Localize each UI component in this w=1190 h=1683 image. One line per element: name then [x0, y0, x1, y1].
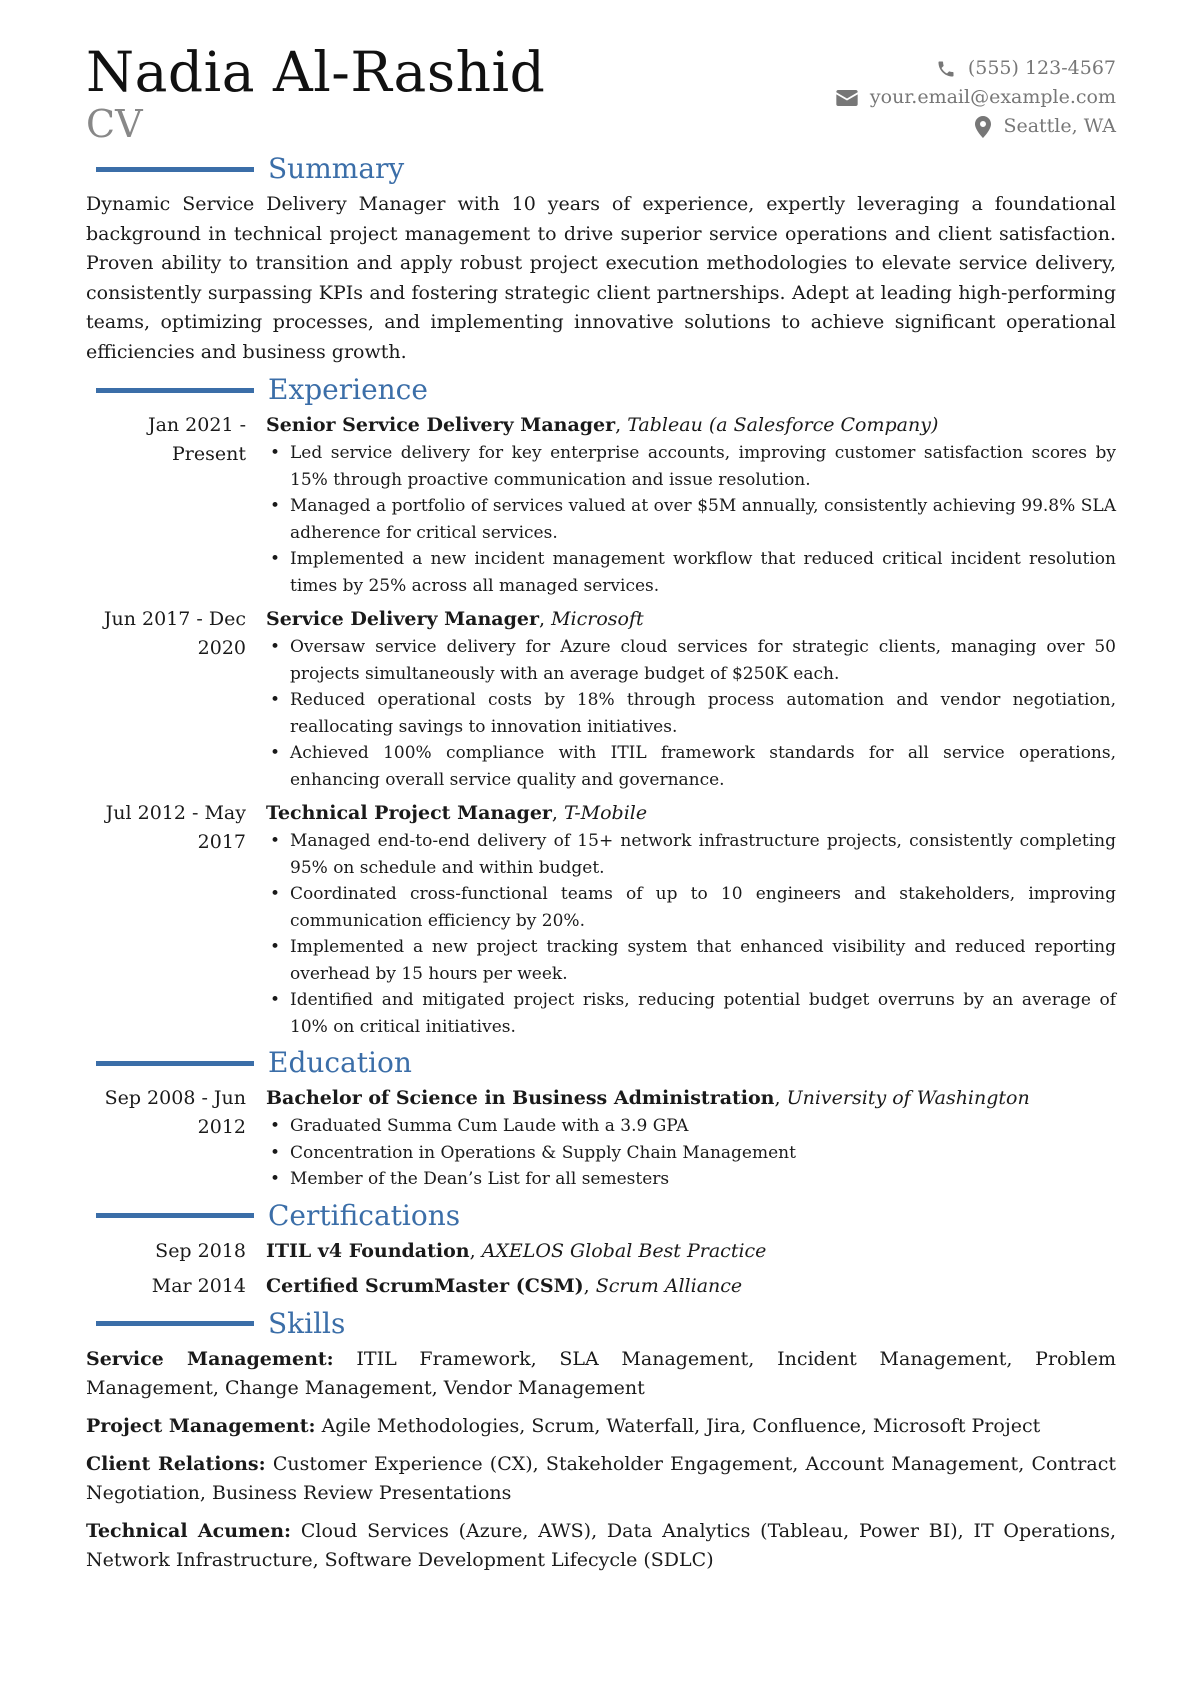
list-item: • Coordinated cross-functional teams of up to 10 engineers and stakeholders, improving communication efficiency by 20%. — [266, 881, 1116, 934]
entry-role: Senior Service Delivery Manager — [266, 414, 616, 436]
section-experience-heading — [96, 373, 1116, 407]
entry-heading: Senior Service Delivery Manager, Tableau (a Salesforce Company) — [266, 414, 939, 436]
map-pin-icon — [975, 116, 991, 138]
entry-org: AXELOS Global Best Practice — [481, 1239, 767, 1262]
envelope-icon — [836, 90, 858, 106]
location-text: Seattle, WA — [1003, 115, 1116, 137]
section-skills-heading — [96, 1307, 1116, 1341]
contact-block — [836, 54, 1116, 141]
experience-entry — [86, 799, 1116, 1040]
entry-heading: Service Delivery Manager, Microsoft — [266, 608, 644, 630]
section-bar — [96, 1213, 254, 1218]
entry-org: T-Mobile — [564, 802, 648, 824]
contact-location — [836, 112, 1116, 141]
entry-date: Jun 2017 - Dec 2020 — [103, 608, 246, 659]
section-bar — [96, 388, 254, 393]
contact-phone[interactable] — [836, 54, 1116, 83]
section-title: Experience — [268, 373, 428, 406]
section-bar — [96, 1321, 254, 1326]
list-item: • Oversaw service delivery for Azure cloud services for strategic clients, managing over 50 projects simultaneously with an average budget of $250K each. — [266, 634, 1116, 687]
contact-email[interactable] — [836, 83, 1116, 112]
phone-icon — [936, 59, 956, 79]
skill-label: Service Management: — [86, 1347, 334, 1370]
skill-list: ITIL Framework, SLA Management, Incident Management, Problem Management, Change Management, Vendor Management — [86, 1347, 1116, 1399]
skill-label: Client Relations: — [86, 1452, 266, 1475]
cert-name: Certified ScrumMaster (CSM) — [266, 1274, 584, 1297]
list-item: • Managed a portfolio of services valued at over $5M annually, consistently achieving 99.8% SLA adherence for critical services. — [266, 493, 1116, 546]
cv-page — [86, 40, 1116, 1584]
summary-text: Dynamic Service Delivery Manager with 10 years of experience, expertly leveraging a foundational background in technical project management to drive superior service operations and client satisfaction. Proven ability to transition and apply robust project execution methodologies to elevate service delivery, consistently surpassing KPIs and fostering strategic client partnerships. Adept at leading high-performing teams, optimizing processes, and implementing innovative solutions to achieve significant operational efficiencies and business growth. — [86, 193, 1116, 363]
section-title: Summary — [268, 152, 405, 185]
list-item: • Graduated Summa Cum Laude with a 3.9 GPA — [266, 1113, 1116, 1140]
entry-org: Tableau (a Salesforce Company) — [627, 414, 939, 436]
entry-date: Jul 2012 - May 2017 — [105, 802, 246, 853]
email-text: your.email@example.com — [869, 86, 1116, 108]
list-item: • Reduced operational costs by 18% through process automation and vendor negotiation, reallocating savings to innovation initiatives. — [266, 687, 1116, 740]
entry-date: Jan 2021 - Present — [147, 414, 246, 465]
entry-org: Microsoft — [551, 608, 644, 630]
skill-list: Cloud Services (Azure, AWS), Data Analytics (Tableau, Power BI), IT Operations, Network Infrastructure, Software Development Lifecycle (SDLC) — [86, 1519, 1116, 1571]
experience-entry — [86, 605, 1116, 793]
entry-heading: Technical Project Manager, T-Mobile — [266, 802, 648, 824]
phone-text: (555) 123-4567 — [967, 57, 1116, 79]
list-item: • Managed end-to-end delivery of 15+ network infrastructure projects, consistently completing 95% on schedule and within budget. — [266, 828, 1116, 881]
entry-org: Scrum Alliance — [595, 1274, 743, 1297]
skill-group — [86, 1345, 1116, 1403]
section-bar — [96, 1061, 254, 1066]
section-bar — [96, 167, 254, 172]
skill-group — [86, 1517, 1116, 1575]
header — [86, 40, 1116, 152]
skill-list: Agile Methodologies, Scrum, Waterfall, Jira, Confluence, Microsoft Project — [321, 1414, 1041, 1437]
section-title: Certifications — [268, 1198, 461, 1232]
entry-role: Technical Project Manager — [266, 802, 552, 824]
section-summary-heading — [96, 152, 1116, 186]
cert-name: ITIL v4 Foundation — [266, 1239, 470, 1262]
entry-degree: Bachelor of Science in Business Administration — [266, 1087, 775, 1109]
skill-label: Project Management: — [86, 1414, 316, 1437]
entry-date: Sep 2008 - Jun 2012 — [104, 1087, 246, 1138]
entry-heading: ITIL v4 Foundation, AXELOS Global Best Practice — [266, 1239, 767, 1262]
certification-entry — [86, 1237, 1116, 1266]
experience-entry — [86, 411, 1116, 599]
document-title: CV — [86, 102, 143, 146]
list-item: • Implemented a new project tracking system that enhanced visibility and reduced reporting overhead by 15 hours per week. — [266, 934, 1116, 987]
entry-role: Service Delivery Manager — [266, 608, 539, 630]
list-item: • Led service delivery for key enterprise accounts, improving customer satisfaction scores by 15% through proactive communication and issue resolution. — [266, 440, 1116, 493]
list-item: • Implemented a new incident management workflow that reduced critical incident resolution times by 25% across all managed services. — [266, 546, 1116, 599]
section-title: Skills — [268, 1306, 346, 1340]
list-item: • Achieved 100% compliance with ITIL framework standards for all service operations, enhancing overall service quality and governance. — [266, 740, 1116, 793]
entry-heading: Certified ScrumMaster (CSM), Scrum Alliance — [266, 1274, 743, 1297]
skill-group — [86, 1450, 1116, 1508]
skill-list: Customer Experience (CX), Stakeholder Engagement, Account Management, Contract Negotiation, Business Review Presentations — [86, 1452, 1116, 1504]
education-entry — [86, 1084, 1116, 1193]
list-item: • Identified and mitigated project risks, reducing potential budget overruns by an average of 10% on critical initiatives. — [266, 987, 1116, 1040]
section-title: Education — [268, 1046, 412, 1079]
certification-entry — [86, 1272, 1116, 1301]
list-item: • Concentration in Operations & Supply Chain Management — [266, 1140, 1116, 1167]
candidate-name: Nadia Al-Rashid — [86, 40, 546, 104]
section-education-heading — [96, 1046, 1116, 1080]
entry-org: University of Washington — [786, 1087, 1030, 1109]
entry-date: Mar 2014 — [151, 1274, 246, 1297]
entry-date: Sep 2018 — [155, 1239, 246, 1262]
skill-label: Technical Acumen: — [86, 1519, 292, 1542]
skill-group — [86, 1412, 1116, 1441]
list-item: • Member of the Dean’s List for all semesters — [266, 1166, 1116, 1193]
section-certifications-heading — [96, 1199, 1116, 1233]
entry-heading: Bachelor of Science in Business Administration, University of Washington — [266, 1087, 1030, 1109]
